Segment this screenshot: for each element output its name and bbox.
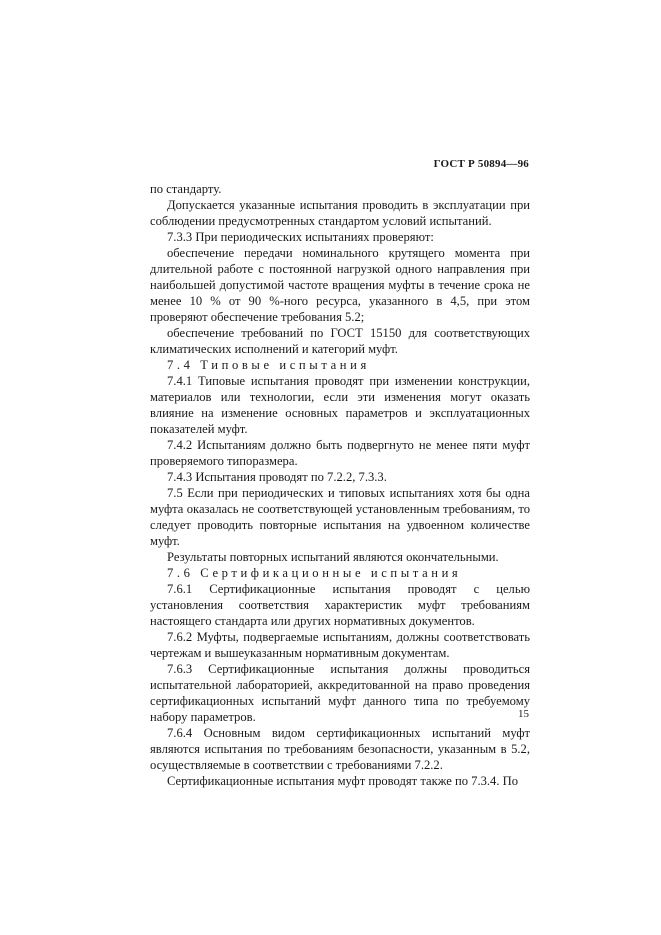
- paragraph: Результаты повторных испытаний являются окончательными.: [167, 550, 499, 564]
- paragraph: 7.4.2 Испытаниям должно быть подвергнуто не менее пяти муфт проверяемого типоразмера.: [150, 438, 530, 468]
- section-heading: 7.4 Типовые испытания: [167, 358, 370, 372]
- paragraph: 7.3.3 При периодических испытаниях проверяют:: [167, 230, 434, 244]
- paragraph: 7.6.2 Муфты, подвергаемые испытаниям, должны соответствовать чертежам и вышеуказанным нормативным документам.: [150, 630, 530, 660]
- paragraph: 7.4.1 Типовые испытания проводят при изменении конструкции, материалов или технологии, если эти изменения могут оказать влияние на изменение основных параметров и эксплуатационных показателей муфт.: [150, 374, 530, 436]
- paragraph: 7.5 Если при периодических и типовых испытаниях хотя бы одна муфта оказалась не соответствующей установленным требованиям, то следует проводить повторные испытания на удвоенном количестве муфт.: [150, 486, 530, 548]
- paragraph: 7.6.1 Сертификационные испытания проводят с целью установления соответствия характеристик муфт требованиям настоящего стандарта или других нормативных документов.: [150, 582, 530, 628]
- section-heading: 7.6 Сертификационные испытания: [167, 566, 462, 580]
- paragraph: обеспечение передачи номинального крутящего момента при длительной работе с постоянной нагрузкой одного направления при наибольшей допустимой частоте вращения муфты в течение срока не менее 10 % от 90 %-ного ресурса, указанного в 4,5, при этом проверяют обеспечение требования 5.2;: [150, 246, 530, 324]
- paragraph: 7.4.3 Испытания проводят по 7.2.2, 7.3.3.: [167, 470, 387, 484]
- document-body: [150, 181, 530, 789]
- paragraph: 7.6.4 Основным видом сертификационных испытаний муфт являются испытания по требованиям безопасности, указанным в 5.2, осуществляемые в соответствии с требованиями 7.2.2.: [150, 726, 530, 772]
- document-header: ГОСТ Р 50894—96: [433, 158, 529, 170]
- paragraph: Допускается указанные испытания проводить в эксплуатации при соблюдении предусмотренных стандартом условий испытаний.: [150, 198, 530, 228]
- page-number: 15: [518, 708, 529, 720]
- paragraph: обеспечение требований по ГОСТ 15150 для соответствующих климатических исполнений и категорий муфт.: [150, 326, 530, 356]
- paragraph: по стандарту.: [150, 182, 222, 196]
- paragraph: 7.6.3 Сертификационные испытания должны проводиться испытательной лабораторией, аккредитованной на право проведения сертификационных испытаний муфт данного типа по требуемому набору параметров.: [150, 662, 530, 724]
- paragraph: Сертификационные испытания муфт проводят также по 7.3.4. По: [167, 774, 519, 788]
